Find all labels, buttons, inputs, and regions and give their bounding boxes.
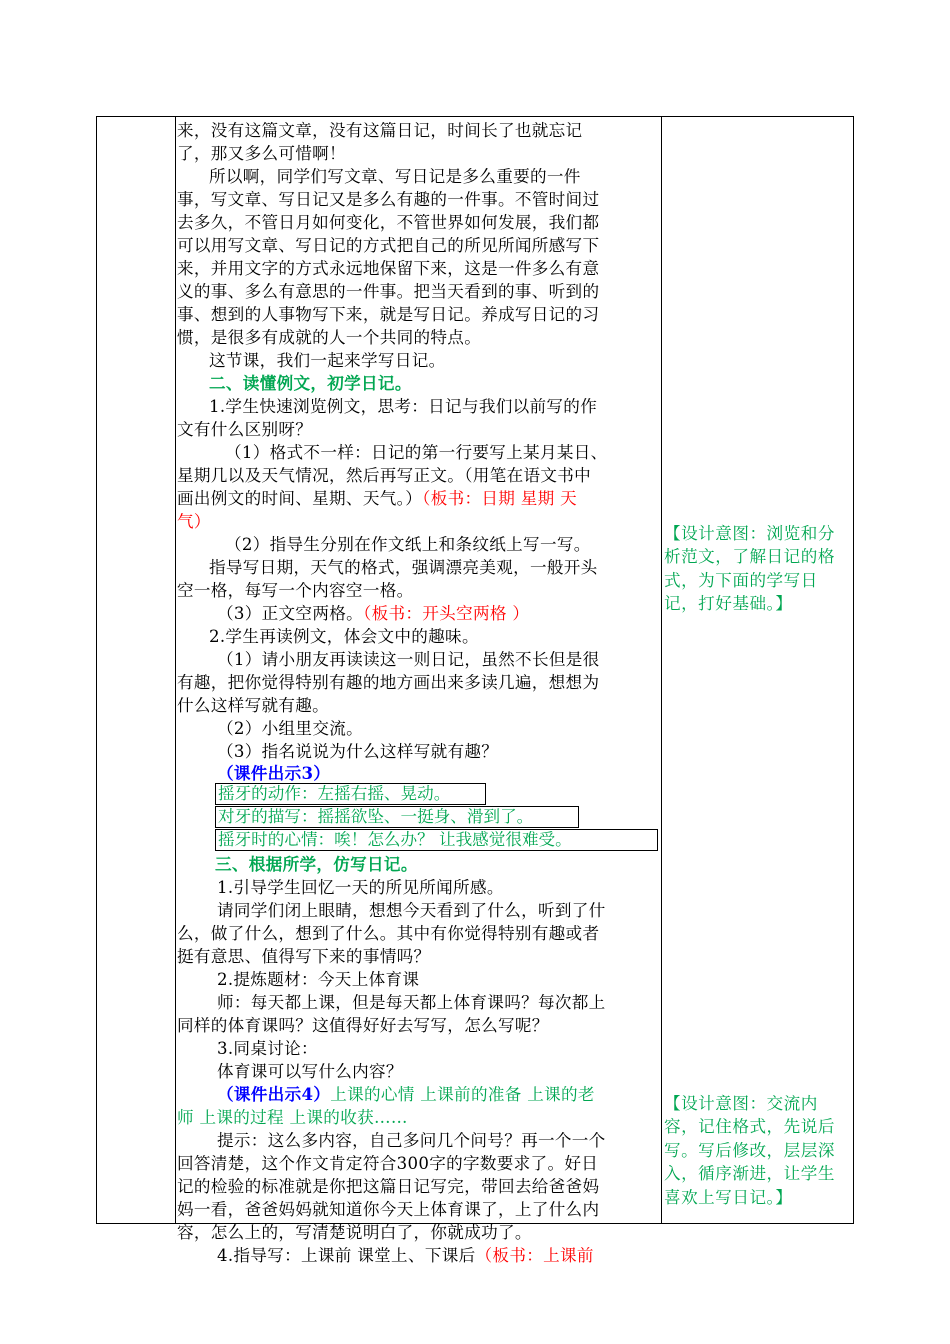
text-line: 有趣，把你觉得特别有趣的地方画出来多读几遍，想想为: [177, 673, 600, 692]
boxed-note: 摇牙的动作：左摇右摇、晃动。: [215, 783, 486, 805]
text-line: 1.引导学生回忆一天的所见所闻所感。: [217, 878, 504, 897]
text-line: 可以用写文章、写日记的方式把自己的所见所闻所感写下: [177, 236, 600, 255]
text-line: 星期几以及天气情况，然后再写正文。（用笔在语文书中: [177, 466, 592, 485]
text-line: 体育课可以写什么内容？: [217, 1062, 403, 1081]
text-line: 同样的体育课吗？这值得好好去写写，怎么写呢？: [177, 1016, 549, 1035]
text-line: 画出例文的时间、星期、天气。）（板书：日期 星期 天: [177, 489, 578, 508]
text-line: 所以啊，同学们写文章、写日记是多么重要的一件: [209, 167, 581, 186]
text-line: 4.指导写：上课前 课堂上、下课后（板书：上课前: [217, 1246, 594, 1265]
text-line: 2.提炼题材：今天上体育课: [217, 970, 420, 989]
design-note-2: 【设计意图：交流内 容，记住格式，先说后 写。写后修改，层层深 入，循序渐进，让学生 喜欢上写日记。】: [664, 1094, 835, 1207]
courseware-label: （课件出示3）: [217, 763, 331, 783]
section-heading: 二、读懂例文，初学日记。: [209, 373, 412, 393]
text-line: 回答清楚，这个作文肯定符合300字的字数要求了。好日: [177, 1154, 599, 1173]
text-line: 这节课，我们一起来学写日记。: [209, 351, 446, 370]
text-line: 什么这样写就有趣。: [177, 696, 330, 715]
left-column: [97, 117, 176, 1223]
text-line: 2.学生再读例文，体会文中的趣味。: [209, 627, 479, 646]
text-line: （1）请小朋友再读读这一则日记，虽然不长但是很: [217, 650, 600, 669]
text-line: 妈一看，爸爸妈妈就知道你今天上体育课了，上了什么内: [177, 1200, 600, 1219]
text-line: 师 上课的过程 上课的收获……: [177, 1108, 408, 1127]
text-line: 事，写文章、写日记又是多么有趣的一件事。不管时间过: [177, 190, 600, 209]
text-line: 3.同桌讨论：: [217, 1039, 318, 1058]
text-line: （2）小组里交流。: [217, 719, 364, 738]
courseware-label: （课件出示4）: [217, 1084, 331, 1104]
text-line: 1.学生快速浏览例文，思考：日记与我们以前写的作: [209, 397, 598, 416]
text-line: 惯，是很多有成就的人一个共同的特点。: [177, 328, 482, 347]
text-line: （1）格式不一样：日记的第一行要写上某月某日、: [225, 443, 608, 462]
text-line: 师：每天都上课，但是每天都上体育课吗？每次都上: [217, 993, 606, 1012]
text-line: 挺有意思、值得写下来的事情吗？: [177, 947, 431, 966]
text-line: （3）指名说说为什么这样写就有趣？: [217, 742, 499, 761]
text-line: 容，怎么上的，写清楚说明白了，你就成功了。: [177, 1223, 532, 1242]
blackboard-note: （板书：开头空两格 ）: [363, 604, 530, 623]
text-line: 请同学们闭上眼睛，想想今天看到了什么，听到了什: [217, 901, 606, 920]
text-line: （2）指导生分别在作文纸上和条纹纸上写一写。: [225, 535, 591, 554]
text-line: 了，那又多么可惜啊！: [177, 144, 346, 163]
boxed-note: 摇牙时的心情：唉！怎么办？ 让我感觉很难受。: [215, 829, 658, 851]
blackboard-note: 气）: [177, 512, 211, 531]
text-line: 空一格，每写一个内容空一格。: [177, 581, 414, 600]
text-line: 去多久，不管日月如何变化，不管世界如何发展，我们都: [177, 213, 600, 232]
text-line: 指导写日期，天气的格式，强调漂亮美观，一般开头: [209, 558, 598, 577]
text-line: 义的事、多么有意思的一件事。把当天看到的事、听到的: [177, 282, 600, 301]
text-line: 文有什么区别呀？: [177, 420, 313, 439]
blackboard-note: （板书：日期 星期 天: [422, 489, 578, 508]
blackboard-note: （板书：上课前: [475, 1246, 594, 1265]
text-line: 提示：这么多内容，自己多问几个问号？再一个一个: [217, 1131, 606, 1150]
text-line: 么，做了什么，想到了什么。其中有你觉得特别有趣或者: [177, 924, 600, 943]
boxed-note: 对牙的描写：摇摇欲坠、一挺身、滑到了。: [215, 806, 579, 828]
text-line: （3）正文空两格。（板书：开头空两格 ）: [217, 604, 530, 623]
design-note-1: 【设计意图：浏览和分 析范文，了解日记的格 式，为下面的学写日 记，打好基础。】: [664, 524, 835, 614]
text-line: （课件出示4）上课的心情 上课前的准备 上课的老: [217, 1084, 595, 1104]
text-line: 事、想到的人事物写下来，就是写日记。养成写日记的习: [177, 305, 600, 324]
text-line: 记的检验的标准就是你把这篇日记写完，带回去给爸爸妈: [177, 1177, 600, 1196]
text-line: 来，并用文字的方式永远地保留下来，这是一件多么有意: [177, 259, 600, 278]
text-line: 来，没有这篇文章，没有这篇日记，时间长了也就忘记: [177, 121, 583, 140]
section-heading: 三、根据所学，仿写日记。: [215, 854, 418, 874]
